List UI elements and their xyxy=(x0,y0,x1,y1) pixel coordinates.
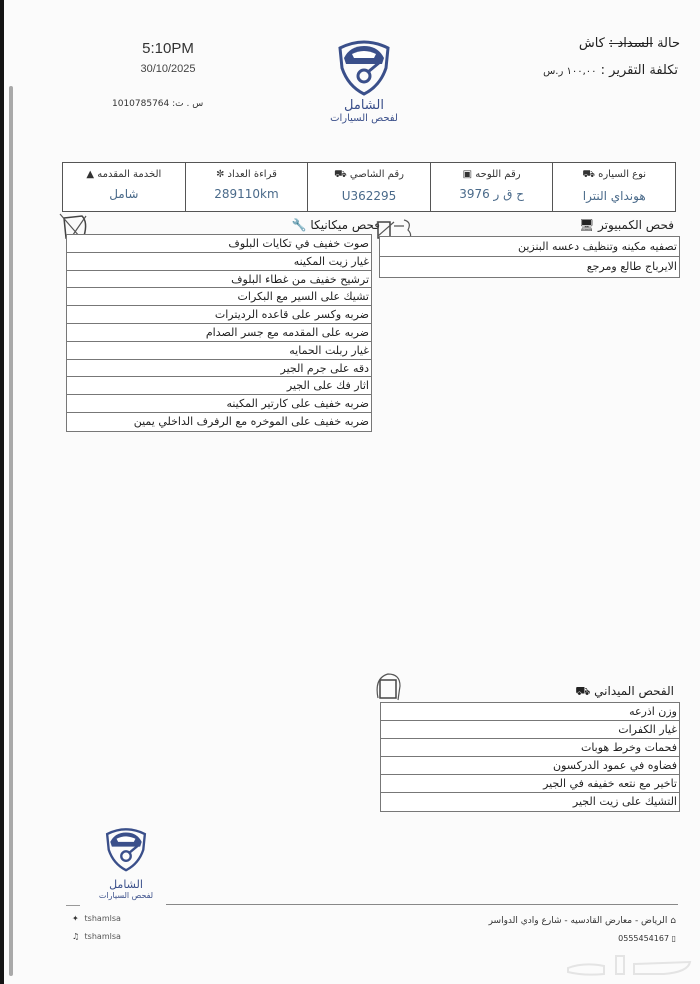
odometer-label: قراءة العداد xyxy=(227,169,277,180)
cr-number: 1010785764 xyxy=(112,99,170,109)
info-car-type xyxy=(552,163,675,211)
odometer-value: 289110km xyxy=(214,187,279,201)
list-item: غيار زيت المكينه xyxy=(67,253,371,271)
logo-subtitle: لفحص السيارات xyxy=(330,113,398,124)
payment-status xyxy=(579,36,680,51)
vehicle-info-table xyxy=(62,162,676,212)
car-type-label: نوع السياره xyxy=(598,169,647,180)
list-item: ترشيح خفيف من غطاء البلوف xyxy=(67,271,371,289)
list-item: ضربه على المقدمه مع جسر الصدام xyxy=(67,324,371,342)
company-logo xyxy=(324,38,404,124)
computer-findings-list xyxy=(379,236,680,278)
info-service xyxy=(63,163,185,211)
plate-value: ح ق ر 3976 xyxy=(459,187,525,201)
list-item: تاخير مع نتعه خفيفه في الجير xyxy=(381,775,679,793)
cr-label: س . ت: xyxy=(172,99,204,109)
plate-icon: ▣ xyxy=(462,169,473,180)
shield-car-logo-icon xyxy=(104,826,148,872)
divider xyxy=(166,904,678,905)
info-chassis xyxy=(307,163,430,211)
list-item: صوت خفيف في تكايات البلوف xyxy=(67,235,371,253)
car-icon: ⛟ xyxy=(582,169,595,180)
footer-logo-name: الشامل xyxy=(109,878,143,891)
service-label: الخدمة المقدمه xyxy=(97,169,162,180)
list-item: غيار ربلت الحمايه xyxy=(67,342,371,360)
info-plate xyxy=(430,163,553,211)
wrench-icon: 🔧 xyxy=(291,218,307,232)
payment-status-struck: السداد : xyxy=(609,36,653,51)
service-value: شامل xyxy=(109,187,139,201)
chassis-value: U362295 xyxy=(341,189,397,203)
service-icon: ▲ xyxy=(86,169,95,180)
payment-status-value: كاش xyxy=(578,36,605,51)
car-icon: ⛟ xyxy=(334,169,347,180)
computer-section-title: فحص الكمبيوتر 🖥 xyxy=(578,218,674,232)
list-item: دقه على جرم الجير xyxy=(67,360,371,378)
report-cost-label: تكلفة التقرير : xyxy=(600,63,678,78)
commercial-register xyxy=(112,99,203,109)
chassis-label: رقم الشاصي xyxy=(349,169,404,180)
report-page xyxy=(4,0,700,984)
list-item: ضربه خفيف على كارتير المكينه xyxy=(67,395,371,413)
twitter-icon: ✦ xyxy=(72,914,79,923)
field-section-title: الفحص الميداني ⛟ xyxy=(575,684,674,698)
logo-name: الشامل xyxy=(344,98,384,113)
report-time: 5:10PM xyxy=(142,40,194,57)
computer-icon: 🖥 xyxy=(578,218,595,232)
divider xyxy=(66,905,80,906)
field-findings-list xyxy=(380,702,680,812)
list-item: تشيك على السير مع البكرات xyxy=(67,288,371,306)
plate-label: رقم اللوحه xyxy=(475,169,521,180)
footer-logo xyxy=(92,826,160,900)
list-item: فحمات وخرط هوبات xyxy=(381,739,679,757)
company-address: ⌂ الرياض - معارض القادسيه - شارع وادي الدواسر xyxy=(488,916,676,926)
car-type-value: هونداي النترا xyxy=(582,189,646,203)
list-item: التشيك على زيت الجير xyxy=(572,795,677,808)
list-item: فضاوه في عمود الدركسون xyxy=(381,757,679,775)
info-odometer xyxy=(185,163,308,211)
mechanical-findings-list xyxy=(66,234,372,432)
gauge-icon: ✼ xyxy=(215,169,225,180)
tiktok-icon: ♫ xyxy=(72,932,80,941)
list-item: غيار الكفرات xyxy=(381,721,679,739)
report-date: 30/10/2025 xyxy=(140,63,196,75)
company-phone: ▯ 0555454167 xyxy=(618,934,676,943)
car-icon: ⛟ xyxy=(575,684,591,698)
haraj-watermark-icon xyxy=(564,950,694,980)
list-item: الايرباج طالع ومرجع xyxy=(586,260,677,273)
handwritten-mark-icon xyxy=(374,672,404,704)
twitter-link[interactable]: ✦ tshamlsa xyxy=(72,914,121,923)
list-item: وزن اذرعه xyxy=(381,703,679,721)
location-icon: ⌂ xyxy=(670,916,676,926)
shield-car-logo-icon xyxy=(336,38,392,96)
list-item: اثار فك على الجير xyxy=(67,377,371,395)
payment-status-label: حالة xyxy=(657,36,680,51)
list-item: تصفيه مكينه وتنظيف دعسه البنزين xyxy=(380,237,679,257)
list-item: ضربه خفيف على الموخره مع الرفرف الداخلي يمين xyxy=(133,414,369,428)
tiktok-link[interactable]: ♫ tshamlsa xyxy=(72,932,121,941)
phone-icon: ▯ xyxy=(671,934,676,943)
list-item: ضربه وكسر على قاعده الرديترات xyxy=(67,306,371,324)
report-cost xyxy=(543,63,678,78)
report-cost-value: ١٠٠,٠٠ ر.س xyxy=(543,66,597,77)
mechanical-section-title: فحص ميكانيكا 🔧 xyxy=(291,218,380,232)
footer-logo-subtitle: لفحص السيارات xyxy=(98,891,154,900)
